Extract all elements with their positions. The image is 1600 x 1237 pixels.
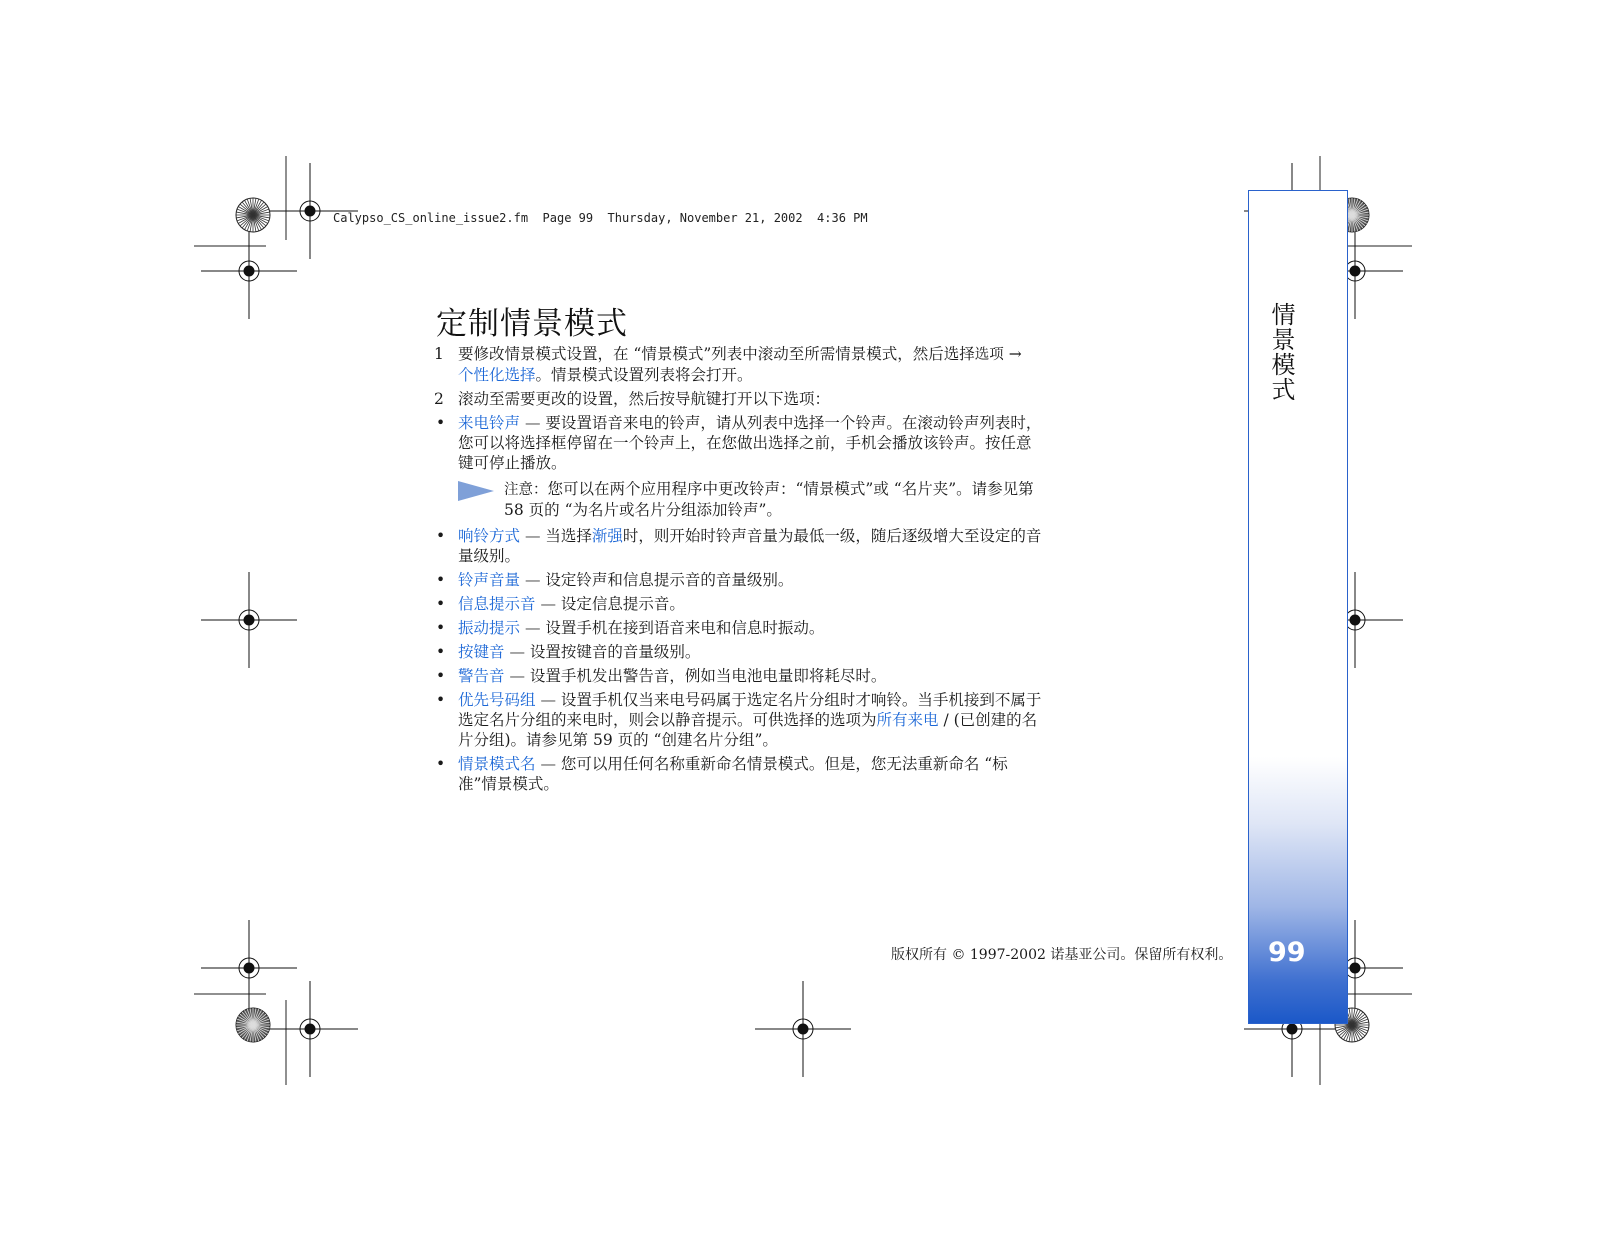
copyright-footer: 版权所有 © 1997-2002 诺基亚公司。保留所有权利。 (891, 947, 1233, 963)
main-content (432, 344, 1042, 798)
profile-name-link[interactable]: 情景模式名 (458, 755, 536, 773)
option-alert-for (432, 690, 1042, 750)
bullet: • (436, 755, 446, 773)
option-description: 设定信息提示音。 (560, 595, 685, 613)
crosshair-target-mark (201, 920, 297, 1016)
ringing-volume-link[interactable]: 铃声音量 (458, 571, 521, 589)
bullet: • (436, 414, 446, 432)
step-1 (432, 344, 1042, 385)
em-dash: — (520, 414, 546, 432)
option-description-end: / (已创建的名片分组)。请参见第 59 页的 “创建名片分组”。 (458, 711, 1038, 749)
step-2 (432, 389, 1042, 409)
arrow-separator: → (1003, 345, 1022, 363)
chapter-label: 情景模式 (1267, 302, 1295, 402)
option-description: 设置手机在接到语音来电和信息时振动。 (545, 619, 825, 637)
note-box (432, 479, 1042, 520)
em-dash: — (520, 527, 546, 545)
em-dash: — (520, 619, 546, 637)
message-tone-link[interactable]: 信息提示音 (458, 595, 536, 613)
crosshair-target-mark (262, 981, 358, 1077)
option-description: 您可以用任何名称重新命名情景模式。但是，您无法重新命名 “标准”情景模式。 (458, 755, 1008, 793)
ascending-link[interactable]: 渐强 (591, 527, 623, 545)
bullet: • (436, 619, 446, 637)
em-dash: — (535, 691, 561, 709)
option-vibrating (432, 618, 1042, 638)
step-text-end: 。情景模式设置列表将会打开。 (535, 366, 753, 384)
em-dash: — (535, 755, 561, 773)
ringtone-link[interactable]: 来电铃声 (458, 414, 521, 432)
options-menu-label: 选项 (974, 347, 1004, 363)
option-description: 设置按键音的音量级别。 (529, 643, 701, 661)
page-title: 定制情景模式 (436, 306, 628, 342)
vibrating-link[interactable]: 振动提示 (458, 619, 521, 637)
warning-tones-link[interactable]: 警告音 (458, 667, 505, 685)
keypad-tones-link[interactable]: 按键音 (458, 643, 505, 661)
option-description: 要设置语音来电的铃声，请从列表中选择一个铃声。在滚动铃声列表时，您可以将选择框停留在一个铃声上，在您做出选择之前，手机会播放该铃声。按任意键可停止播放。 (458, 414, 1042, 472)
option-keypad-tones (432, 642, 1042, 662)
starburst-registration-mark (236, 1008, 270, 1042)
step-text: 滚动至需要更改的设置，然后按导航键打开以下选项： (458, 390, 831, 408)
em-dash: — (520, 571, 546, 589)
option-description: 设置手机发出警告音，例如当电池电量即将耗尽时。 (529, 667, 887, 685)
personalise-link[interactable]: 个性化选择 (458, 366, 536, 384)
note-body: 您可以在两个应用程序中更改铃声：“情景模式”或 “名片夹”。请参见第 58 页的 “为名片或名片分组添加铃声”。 (504, 480, 1034, 519)
option-ringing-volume (432, 570, 1042, 590)
step-number: 2 (434, 390, 444, 408)
crosshair-target-mark (755, 981, 851, 1077)
bullet: • (436, 527, 446, 545)
all-calls-link[interactable]: 所有来电 (876, 711, 939, 729)
note-arrow-icon (458, 481, 494, 501)
bullet: • (436, 643, 446, 661)
note-text (478, 479, 1042, 520)
option-message-tone (432, 594, 1042, 614)
option-ringtone (432, 413, 1042, 473)
crosshair-target-mark (201, 572, 297, 668)
crosshair-target-mark (201, 223, 297, 319)
option-description-end: 时，则开始时铃声音量为最低一级，随后逐级增大至设定的音量级别。 (458, 527, 1042, 565)
option-warning-tones (432, 666, 1042, 686)
page-number: 99 (1268, 937, 1306, 968)
bullet: • (436, 691, 446, 709)
option-description: 设定铃声和信息提示音的音量级别。 (545, 571, 794, 589)
bullet: • (436, 667, 446, 685)
bullet: • (436, 571, 446, 589)
step-number: 1 (434, 345, 444, 363)
em-dash: — (535, 595, 561, 613)
option-profile-name (432, 754, 1042, 794)
option-ringing-type (432, 526, 1042, 566)
step-text: 要修改情景模式设置，在 “情景模式”列表中滚动至所需情景模式，然后选择 (458, 345, 975, 363)
file-header-line: Calypso_CS_online_issue2.fm Page 99 Thursday, November 21, 2002 4:36 PM (333, 211, 868, 225)
em-dash: — (504, 667, 530, 685)
note-label: 注意： (504, 482, 548, 498)
alert-for-link[interactable]: 优先号码组 (458, 691, 536, 709)
starburst-registration-mark (236, 198, 270, 232)
option-description: 当选择 (545, 527, 592, 545)
ringing-type-link[interactable]: 响铃方式 (458, 527, 521, 545)
option-description: 设置手机仅当来电号码属于选定名片分组时才响铃。当手机接到不属于选定名片分组的来电时，则会以静音提示。可供选择的选项为 (458, 691, 1042, 729)
em-dash: — (504, 643, 530, 661)
bullet: • (436, 595, 446, 613)
